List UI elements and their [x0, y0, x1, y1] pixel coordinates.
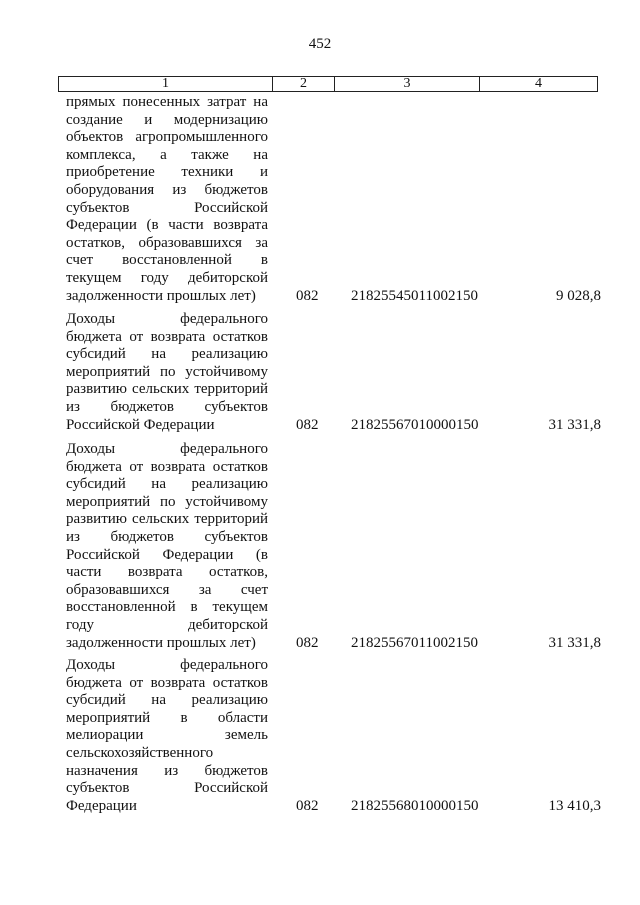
description-line: развитию сельских территорий [66, 511, 268, 528]
description-line: мелиорации земель [66, 727, 268, 744]
row-admin-code: 082 [296, 797, 319, 814]
description-line: субсидий на реализацию [66, 692, 268, 709]
description-line: мероприятий по устойчивому [66, 363, 268, 380]
row-admin-code: 082 [296, 416, 319, 433]
description-line: бюджета от возврата остатков [66, 674, 268, 691]
description-line: субсидий на реализацию [66, 476, 268, 493]
description-line: задолженности прошлых лет) [66, 634, 256, 651]
row-description [66, 441, 268, 652]
description-line: комплекса, а также на [66, 146, 268, 163]
description-line: Российской Федерации (в [66, 546, 268, 563]
header-col-1: 1 [59, 77, 273, 91]
description-line: Федерации (в части возврата [66, 217, 268, 234]
description-line: приобретение техники и [66, 164, 268, 181]
description-line: текущем году дебиторской [66, 269, 268, 286]
description-line: Российской Федерации [66, 416, 215, 433]
row-description [66, 94, 268, 305]
description-line: восстановленной в текущем [66, 599, 268, 616]
description-line: сельскохозяйственного [66, 744, 214, 761]
description-line: оборудования из бюджетов [66, 181, 268, 198]
row-amount: 9 028,8 [556, 287, 601, 304]
description-line: Доходы федерального [66, 311, 268, 327]
row-amount: 31 331,8 [548, 416, 601, 433]
description-line: мероприятий по устойчивому [66, 493, 268, 510]
description-line: части возврата остатков, [66, 564, 268, 581]
header-col-2: 2 [273, 77, 335, 91]
description-line: субсидий на реализацию [66, 346, 268, 363]
description-line: бюджета от возврата остатков [66, 458, 268, 475]
row-admin-code: 082 [296, 287, 319, 304]
description-line: объектов агропромышленного [66, 129, 268, 146]
page-number: 452 [308, 36, 332, 52]
row-amount: 31 331,8 [548, 634, 601, 651]
row-amount: 13 410,3 [548, 797, 601, 814]
row-description [66, 657, 268, 815]
description-line: назначения из бюджетов [66, 762, 268, 779]
row-budget-code: 21825568010000150 [351, 797, 479, 814]
description-line: задолженности прошлых лет) [66, 287, 256, 304]
description-line: образовавшихся за счет [66, 581, 268, 598]
description-line: году дебиторской [66, 616, 268, 633]
row-budget-code: 21825567011002150 [351, 634, 478, 651]
description-line: субъектов Российской [66, 199, 268, 216]
row-description [66, 311, 268, 434]
table-header [58, 76, 598, 92]
row-admin-code: 082 [296, 634, 319, 651]
header-col-3: 3 [335, 77, 480, 91]
description-line: Доходы федерального [66, 657, 268, 673]
description-line: бюджета от возврата остатков [66, 328, 268, 345]
description-line: остатков, образовавшихся за [66, 234, 268, 251]
header-col-4: 4 [535, 76, 542, 91]
description-line: мероприятий в области [66, 709, 268, 726]
description-line: из бюджетов субъектов [66, 398, 268, 415]
description-line: Федерации [66, 797, 137, 814]
description-line: создание и модернизацию [66, 111, 268, 128]
row-budget-code: 21825567010000150 [351, 416, 479, 433]
description-line: Доходы федерального [66, 441, 268, 457]
description-line: субъектов Российской [66, 780, 268, 797]
description-line: развитию сельских территорий [66, 381, 268, 398]
description-line: счет восстановленной в [66, 252, 268, 269]
description-line: из бюджетов субъектов [66, 528, 268, 545]
row-budget-code: 21825545011002150 [351, 287, 478, 304]
description-line: прямых понесенных затрат на [66, 94, 268, 110]
